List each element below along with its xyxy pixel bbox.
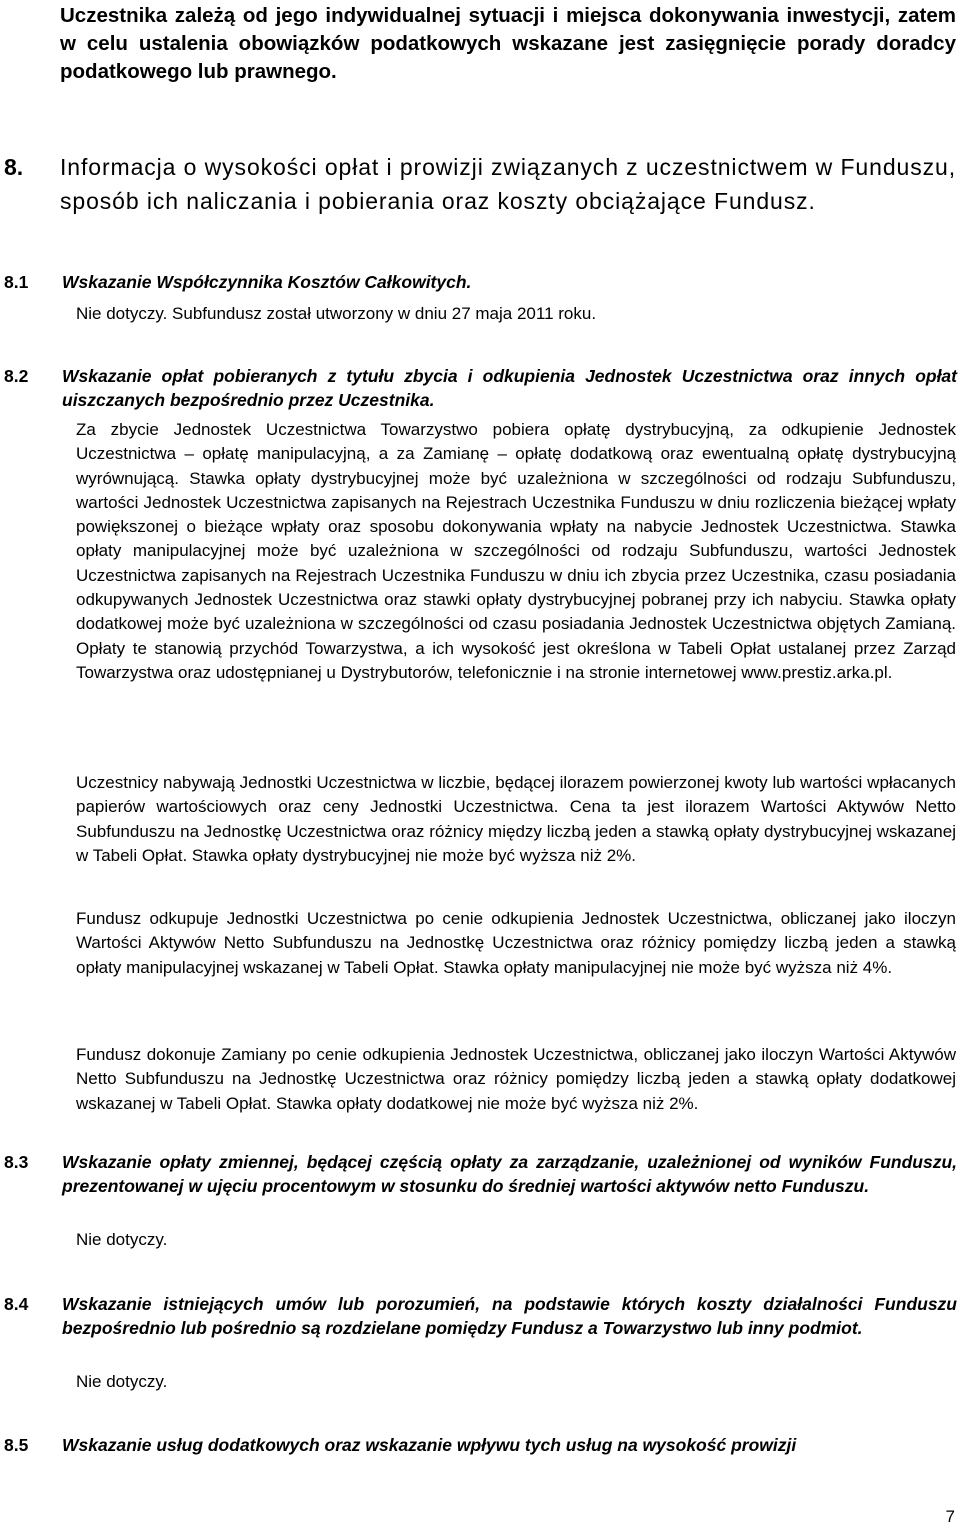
section-8-4-number: 8.4 [4, 1294, 29, 1314]
intro-paragraph: Uczestnika zależą od jego indywidualnej sytuacji i miejsca dokonywania inwestycji, zatem w celu ustalenia obowiązków podatkowych wskazane jest zasięgnięcie porady doradcy podatkowego lub prawnego. [60, 4, 956, 83]
section-8-2-title: Wskazanie opłat pobieranych z tytułu zbycia i odkupienia Jednostek Uczestnictwa oraz innych opłat uiszczanych bezpośrednio przez Uczestnika. [62, 366, 957, 410]
page-number: 7 [945, 1507, 955, 1526]
section-8-3-title: Wskazanie opłaty zmiennej, będącej częścią opłaty za zarządzanie, uzależnionej od wyników Funduszu, prezentowanej w ujęciu procentowym w stosunku do średniej wartości aktywów netto Funduszu. [62, 1152, 957, 1196]
section-8-2-paragraph: Fundusz odkupuje Jednostki Uczestnictwa po cenie odkupienia Jednostek Uczestnictwa, obliczanej jako iloczyn Wartości Aktywów Netto Subfunduszu na Jednostkę Uczestnictwa oraz różnicy pomiędzy liczbą jeden a stawką opłaty manipulacyjnej wskazanej w Tabeli Opłat. Stawka opłaty manipulacyjnej nie może być wyższa niż 4%. [76, 909, 956, 977]
section-8-5-number: 8.5 [4, 1435, 29, 1455]
section-8-1-number: 8.1 [4, 272, 29, 292]
section-8-number: 8. [4, 154, 24, 180]
section-8-2-number: 8.2 [4, 366, 29, 386]
section-8-4-body: Nie dotyczy. [76, 1372, 168, 1391]
section-8-2-paragraph: Uczestnicy nabywają Jednostki Uczestnictwa w liczbie, będącej ilorazem powierzonej kwoty lub wartości wpłacanych papierów wartościowych oraz ceny Jednostki Uczestnictwa. Cena ta jest ilorazem Wartości Aktywów Netto Subfunduszu na Jednostkę Uczestnictwa oraz różnicy między liczbą jeden a stawką opłaty dystrybucyjnej wskazanej w Tabeli Opłat. Stawka opłaty dystrybucyjnej nie może być wyższa niż 2%. [76, 773, 956, 865]
section-8-3-number: 8.3 [4, 1152, 29, 1172]
section-8-5-title: Wskazanie usług dodatkowych oraz wskazanie wpływu tych usług na wysokość prowizji [62, 1435, 797, 1455]
section-8-heading [0, 150, 960, 250]
section-8-title: Informacja o wysokości opłat i prowizji związanych z uczestnictwem w Funduszu, sposób ich naliczania i pobierania oraz koszty obciążające Fundusz. [60, 154, 956, 214]
section-8-1-body: Nie dotyczy. Subfundusz został utworzony w dniu 27 maja 2011 roku. [76, 304, 597, 323]
section-8-4-title: Wskazanie istniejących umów lub porozumień, na podstawie których koszty działalności Funduszu bezpośrednio lub pośrednio są rozdzielane pomiędzy Fundusz a Towarzystwo lub inny podmiot. [62, 1294, 957, 1338]
section-8-2-paragraph: Fundusz dokonuje Zamiany po cenie odkupienia Jednostek Uczestnictwa, obliczanej jako iloczyn Wartości Aktywów Netto Subfunduszu na Jednostkę Uczestnictwa oraz różnicy pomiędzy liczbą jeden a stawką opłaty dodatkowej wskazanej w Tabeli Opłat. Stawka opłaty dodatkowej nie może być wyższa niż 2%. [76, 1045, 956, 1113]
section-8-1-title: Wskazanie Współczynnika Kosztów Całkowitych. [62, 272, 472, 292]
section-8-3-body: Nie dotyczy. [76, 1230, 168, 1249]
section-8-2-paragraph: Za zbycie Jednostek Uczestnictwa Towarzystwo pobiera opłatę dystrybucyjną, za odkupienie Jednostek Uczestnictwa – opłatę manipulacyjną, a za Zamianę – opłatę dodatkową oraz ewentualną opłatę dystrybucyjną wyrównującą. Stawka opłaty dystrybucyjnej może być uzależniona w szczególności od rodzaju Subfunduszu, wartości Jednostek Uczestnictwa zapisanych na Rejestrach Uczestnika Funduszu w dniu rozliczenia bieżącej wpłaty powiększonej o bieżące wpłaty oraz sposobu dokonywania wpłaty na nabycie Jednostek Uczestnictwa. Stawka opłaty manipulacyjnej może być uzależniona w szczególności od rodzaju Subfunduszu, wartości Jednostek Uczestnictwa zapisanych na Rejestrach Uczestnika Funduszu w dniu ich zbycia przez Uczestnika, czasu posiadania odkupywanych Jednostek Uczestnictwa oraz stawki opłaty dystrybucyjnej pobranej przy ich nabyciu. Stawka opłaty dodatkowej może być uzależniona w szczególności od czasu posiadania Jednostek Uczestnictwa objętych Zamianą. Opłaty te stanowią przychód Towarzystwa, a ich wysokość jest określona w Tabeli Opłat ustalanej przez Zarząd Towarzystwa oraz udostępnianej u Dystrybutorów, telefonicznie i na stronie internetowej www.prestiz.arka.pl. [76, 420, 956, 682]
